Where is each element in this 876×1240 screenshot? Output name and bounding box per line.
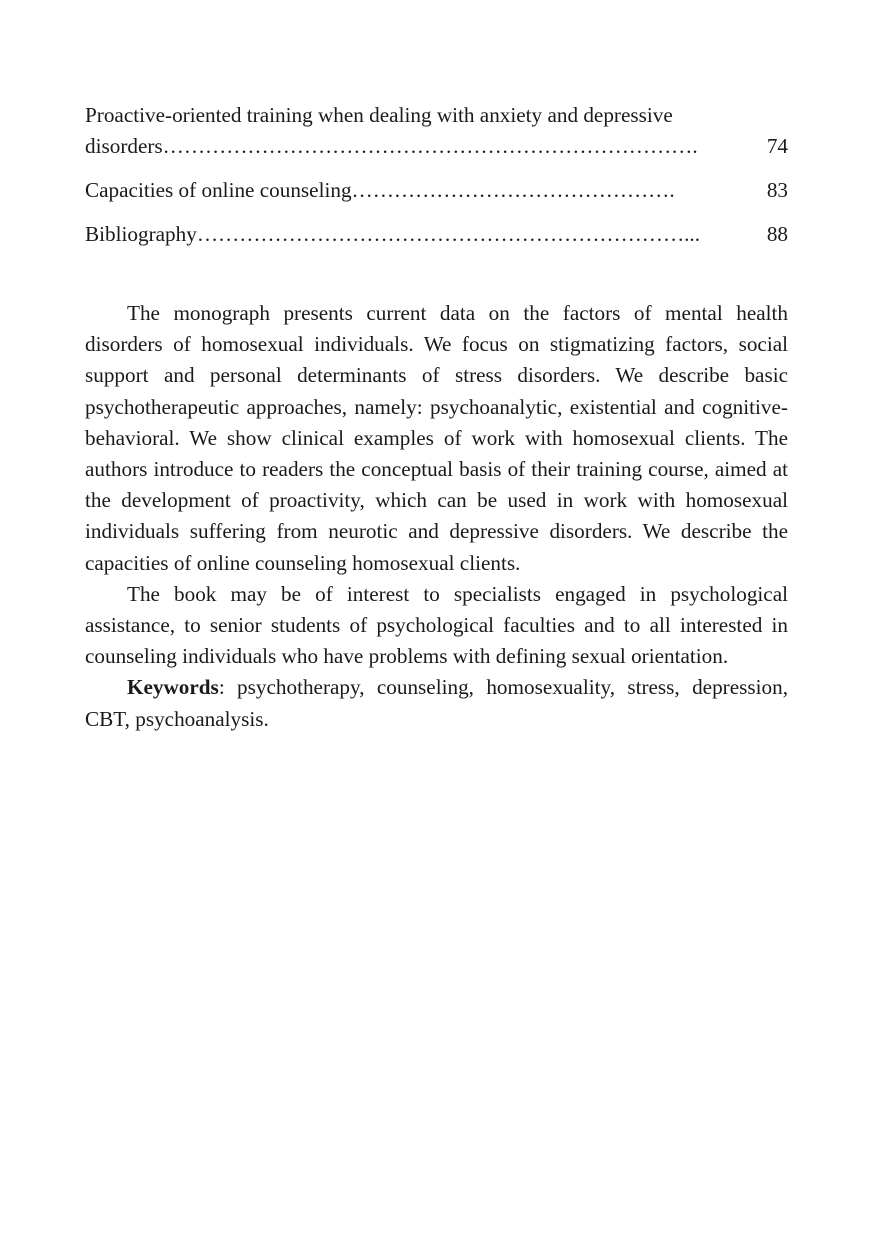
toc-entry-title: Capacities of online counseling………………………………………. xyxy=(85,178,675,202)
toc-entry-proactive-training[interactable] xyxy=(85,100,788,162)
toc-entry-title: Bibliography……………………………………………………………... xyxy=(85,222,701,246)
toc-entry-title: Proactive-oriented training when dealing with anxiety and depressive xyxy=(85,103,673,127)
keywords-list: : psychotherapy, counseling, homosexuality, stress, depression, CBT, psychoanalysis. xyxy=(85,675,788,731)
toc-page-number: 83 xyxy=(766,178,788,202)
toc-page-number: 74 xyxy=(766,134,788,158)
document-page xyxy=(85,100,788,735)
keywords-label: Keywords xyxy=(127,675,219,700)
table-of-contents xyxy=(85,100,788,250)
toc-entry-bibliography[interactable] xyxy=(85,219,788,250)
toc-page-number: 88 xyxy=(766,222,788,246)
toc-entry-title-continued: disorders…………………………………………………………………. xyxy=(85,134,698,158)
abstract-paragraph-audience: The book may be of interest to specialists engaged in psychological assistance, to senior students of psychological faculties and to all interested in counseling individuals who have problems with defining sexual orientation. xyxy=(85,581,788,669)
abstract-paragraph-summary: The monograph presents current data on the factors of mental health disorders of homosexual individuals. We focus on stigmatizing factors, social support and personal determinants of stress disorders. We describe basic psychotherapeutic approaches, namely: psychoanalytic, existential and cognitive-behavioral. We show clinical examples of work with homosexual clients. The authors introduce to readers the conceptual basis of their training course, aimed at the development of proactivity, which can be used in work with homosexual individuals suffering from neurotic and depressive disorders. We describe the capacities of online counseling homosexual clients. xyxy=(85,301,788,575)
toc-entry-online-counseling[interactable] xyxy=(85,175,788,206)
abstract xyxy=(85,298,788,735)
keywords-paragraph xyxy=(85,672,788,734)
